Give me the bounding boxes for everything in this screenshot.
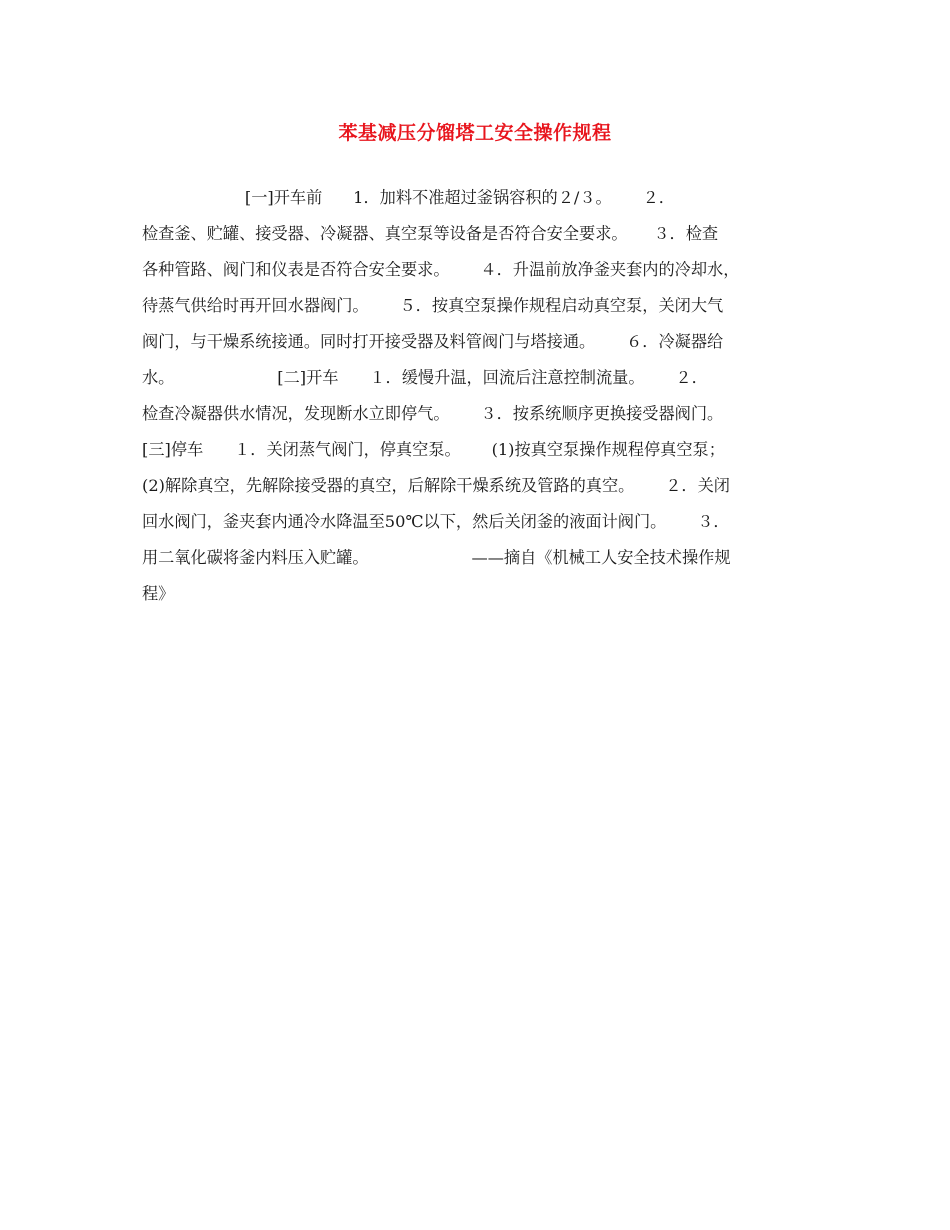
body-line: [一]开车前 1．加料不准超过釜锅容积的２/３。 ２． — [142, 188, 675, 207]
body-line: 检查釜、贮罐、接受器、冷凝器、真空泵等设备是否符合安全要求。 ３．检查 — [142, 224, 719, 243]
body-line: 检查冷凝器供水情况，发现断水立即停气。 ３．按系统顺序更换接受器阀门。 — [142, 404, 724, 423]
document-body — [142, 180, 822, 612]
body-line: 回水阀门，釜夹套内通冷水降温至50℃以下，然后关闭釜的液面计阀门。 ３． — [142, 512, 730, 531]
document-title: 苯基减压分馏塔工安全操作规程 — [338, 122, 612, 144]
body-line: 各种管路、阀门和仪表是否符合安全要求。 ４．升温前放净釜夹套内的冷却水， — [142, 260, 740, 279]
body-line: 待蒸气供给时再开回水器阀门。 ５．按真空泵操作规程启动真空泵，关闭大气 — [142, 296, 724, 315]
body-line: [三]停车 １．关闭蒸气阀门，停真空泵。 (1)按真空泵操作规程停真空泵； — [142, 440, 725, 459]
body-line: 水。 [二]开车 １．缓慢升温，回流后注意控制流量。 ２． — [142, 368, 708, 387]
body-line: 阀门，与干燥系统接通。同时打开接受器及料管阀门与塔接通。 ６．冷凝器给 — [142, 332, 724, 351]
body-line: (2)解除真空，先解除接受器的真空，后解除干燥系统及管路的真空。 ２．关闭 — [142, 476, 730, 495]
body-line: 用二氧化碳将釜内料压入贮罐。 ——摘自《机械工人安全技术操作规 — [142, 548, 731, 567]
body-line: 程》 — [142, 584, 175, 603]
